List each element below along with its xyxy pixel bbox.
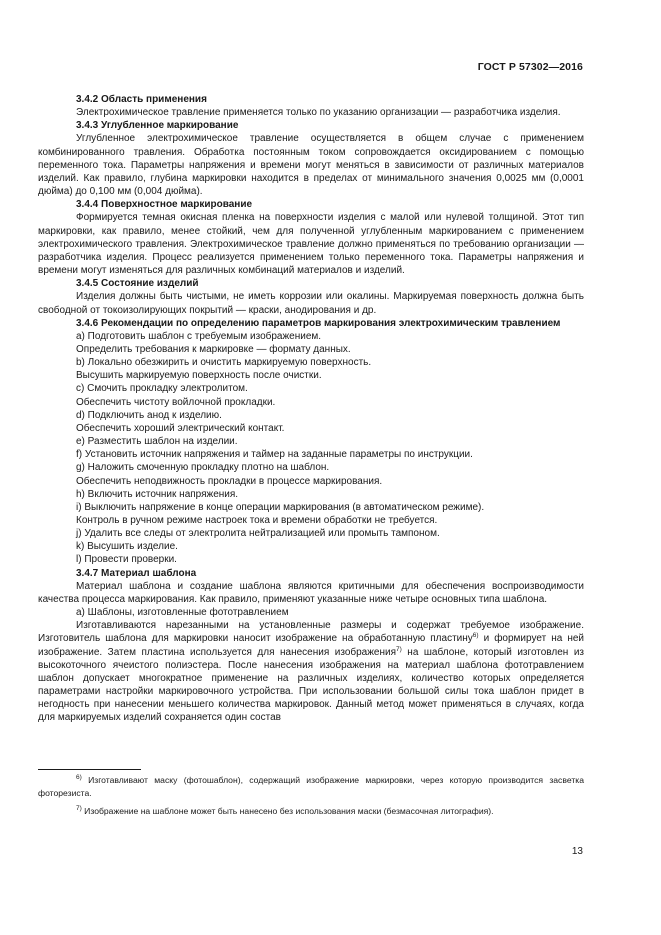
section-heading: 3.4.3 Углубленное маркирование (76, 120, 239, 132)
paragraph: g) Наложить смоченную прокладку плотно на шаблон. (76, 462, 330, 474)
page-number: 13 (571, 846, 583, 857)
section-heading: 3.4.7 Материал шаблона (76, 567, 197, 579)
paragraph: Углубленное электрохимическое травление осуществляется в общем случае с применением комбинированного травления. Обработка постоянным током сопровождается оксидированием с помощью переменного тока. Параметры напряжения и времени могут меняться в зависимости от различных материалов изделий. Как правило, глубина маркировки находится в пределах от минимального значения 0,0025 мм (0,0001 дюйма) до 0,100 мм (0,004 дюйма). (38, 133, 584, 198)
paragraph: l) Провести проверки. (76, 554, 177, 566)
paragraph: c) Смочить прокладку электролитом. (76, 383, 248, 395)
footnote-text: Изображение на шаблоне может быть нанесено без использования маски (безмасочная литография). (81, 806, 494, 816)
section-heading: 3.4.6 Рекомендации по определению параметров маркирования электрохимическим травлением (76, 317, 561, 329)
paragraph: Изделия должны быть чистыми, не иметь коррозии или окалины. Маркируемая поверхность должна быть свободной от токоизолирующих покрытий — краски, анодирования и др. (38, 291, 584, 316)
paragraph: а) Подготовить шаблон с требуемым изображением. (76, 330, 322, 342)
text-run: на шаблоне, который изготовлен из высокоточного ячеистого полиэстера. После нанесения изображения на материал шаблона фототравлением шаблон допускает многократное применение на различных изделиях, количество которых определяется параметрами настройки маркировочного устройства. При использовании большой силы тока шаблон придет в негодность при нанесении меньшего количества маркировок. Данный метод может применяться в случаях, когда для маркируемых изделий сохраняется один состав (38, 646, 584, 724)
footnote-text: Изготавливают маску (фотошаблон), содержащий изображение маркировки, через которую производится засветка фоторезиста. (38, 775, 584, 798)
paragraph: b) Локально обезжирить и очистить маркируемую поверхность. (76, 357, 372, 369)
paragraph: d) Подключить анод к изделию. (76, 409, 222, 421)
paragraph: j) Удалить все следы от электролита нейтрализацией или промыть тампоном. (76, 528, 440, 540)
paragraph: Определить требования к маркировке — формату данных. (76, 343, 351, 355)
paragraph: i) Выключить напряжение в конце операции маркирования (в автоматическом режиме). (76, 501, 485, 513)
paragraph: Обеспечить хороший электрический контакт. (76, 422, 285, 434)
main-text (38, 93, 584, 725)
paragraph: Обеспечить неподвижность прокладки в процессе маркирования. (76, 475, 383, 487)
footnote-separator (38, 769, 141, 770)
paragraph: Высушить маркируемую поверхность после очистки. (76, 370, 322, 382)
paragraph: Материал шаблона и создание шаблона являются критичными для обеспечения воспроизводимости качества процесса маркирования. Как правило, применяют указанные ниже четыре основных типа шаблона. (38, 580, 584, 605)
section-heading: 3.4.5 Состояние изделий (76, 278, 199, 290)
footnote-mark: 7) (76, 805, 82, 812)
paragraph: h) Включить источник напряжения. (76, 488, 239, 500)
paragraph: Формируется темная окисная пленка на поверхности изделия с малой или нулевой толщиной. Этот тип маркировки, как правило, менее стойкий, чем для полученной углубленным маркированием с применением электрохимического травления. Электрохимическое травление должно применяться по требованию организации — разработчика изделия. Процесс реализуется применением только переменного тока. Параметры напряжения и времени могут изменяться для различных комбинаций материалов и изделий. (38, 212, 584, 277)
paragraph: f) Установить источник напряжения и таймер на заданные параметры по инструкции. (76, 449, 473, 461)
footnote-mark: 6) (76, 774, 82, 781)
paragraph: k) Высушить изделие. (76, 541, 178, 553)
paragraph: Контроль в ручном режиме настроек тока и времени обработки не требуется. (76, 515, 438, 526)
paragraph: Обеспечить чистоту войлочной прокладки. (76, 396, 276, 408)
paragraph: а) Шаблоны, изготовленные фототравлением (76, 607, 289, 619)
paragraph: e) Разместить шаблон на изделии. (76, 436, 238, 448)
section-heading: 3.4.2 Область применения (76, 94, 207, 105)
footnote (38, 805, 584, 818)
text-run: Изготавливаются нарезанными на установленные размеры и содержат требуемое изображение. Изготовитель шаблона для маркировки наносит изображение на обработанную пластину (38, 620, 584, 645)
paragraph: Электрохимическое травление применяется только по указанию организации — разработчика изделия. (76, 107, 561, 119)
paragraph (38, 619, 584, 724)
standard-designation: ГОСТ Р 57302—2016 (477, 61, 583, 73)
footnote (38, 774, 584, 799)
text-run: и формирует на ней изображение. Затем пластина используется для нанесения изображения (38, 633, 584, 658)
footnote-ref: 7) (396, 645, 402, 653)
section-heading: 3.4.4 Поверхностное маркирование (76, 199, 253, 211)
footnotes (38, 774, 584, 818)
footnote-ref: 6) (472, 632, 479, 640)
